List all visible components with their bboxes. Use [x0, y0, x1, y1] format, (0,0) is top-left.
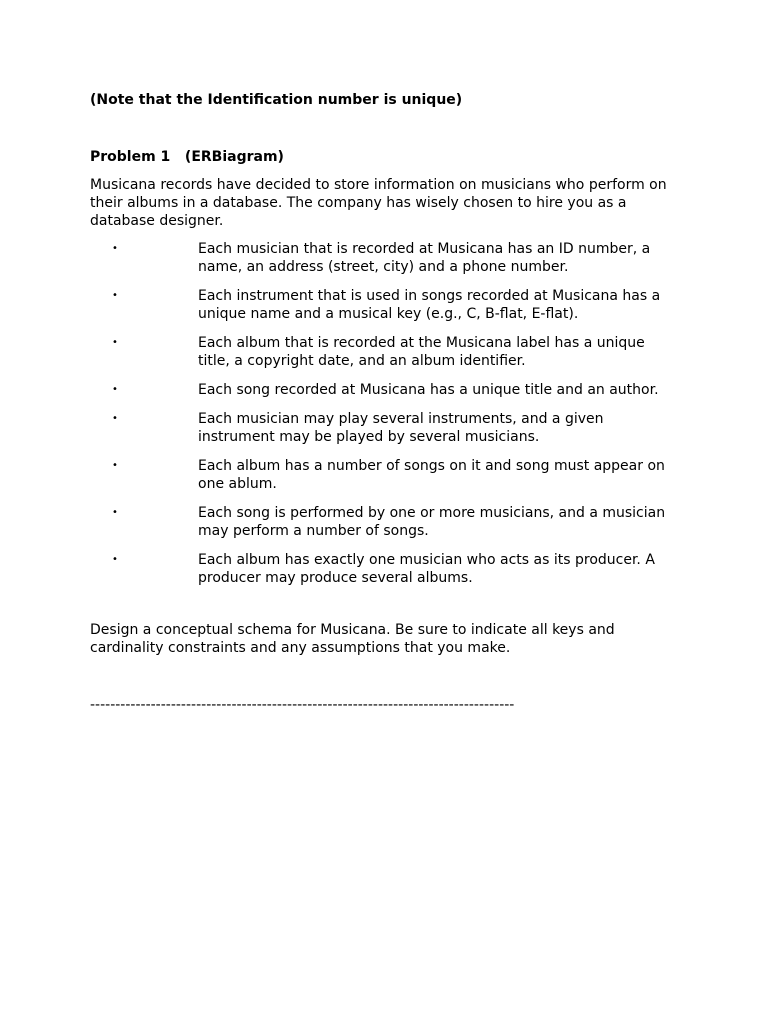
list-item-text: Each song recorded at Musicana has a unique title and an author.: [198, 382, 659, 398]
list-item-text: Each musician may play several instruments, and a given instrument may be played by several musicians.: [198, 411, 604, 445]
bullet-icon: •: [112, 507, 118, 518]
list-item-text: Each song is performed by one or more musicians, and a musician may perform a number of songs.: [198, 505, 666, 539]
bullet-icon: •: [112, 413, 118, 424]
list-item: [90, 551, 678, 587]
list-item: [90, 381, 678, 399]
bullet-icon: •: [112, 384, 118, 395]
list-item-text: Each musician that is recorded at Musicana has an ID number, a name, an address (street, city) and a phone number.: [198, 241, 651, 275]
bullet-icon: •: [112, 460, 118, 471]
list-item: [90, 240, 678, 276]
identification-note: (Note that the Identification number is unique): [90, 92, 463, 108]
intro-paragraph: Musicana records have decided to store information on musicians who perform on their albums in a database. The company has wisely chosen to hire you as a database designer.: [90, 177, 667, 229]
list-item: [90, 410, 678, 446]
list-item: [90, 457, 678, 493]
requirements-list: [90, 240, 690, 598]
list-item: [90, 504, 678, 540]
list-item: [90, 287, 678, 323]
list-item: [90, 334, 678, 370]
list-item-text: Each album that is recorded at the Musicana label has a unique title, a copyright date, and an album identifier.: [198, 335, 645, 369]
bullet-icon: •: [112, 554, 118, 565]
list-item-text: Each instrument that is used in songs recorded at Musicana has a unique name and a musical key (e.g., C, B-flat, E-flat).: [198, 288, 661, 322]
design-instructions: Design a conceptual schema for Musicana. Be sure to indicate all keys and cardinality constraints and any assumptions that you make.: [90, 622, 615, 656]
list-item-text: Each album has exactly one musician who acts as its producer. A producer may produce several albums.: [198, 552, 655, 586]
bullet-icon: •: [112, 290, 118, 301]
list-item-text: Each album has a number of songs on it and song must appear on one ablum.: [198, 458, 665, 492]
bullet-icon: •: [112, 337, 118, 348]
problem-title: Problem 1 (ERBiagram): [90, 149, 284, 165]
dashed-divider: ------------------------------------------------------------------------------------: [90, 697, 515, 713]
bullet-icon: •: [112, 243, 118, 254]
